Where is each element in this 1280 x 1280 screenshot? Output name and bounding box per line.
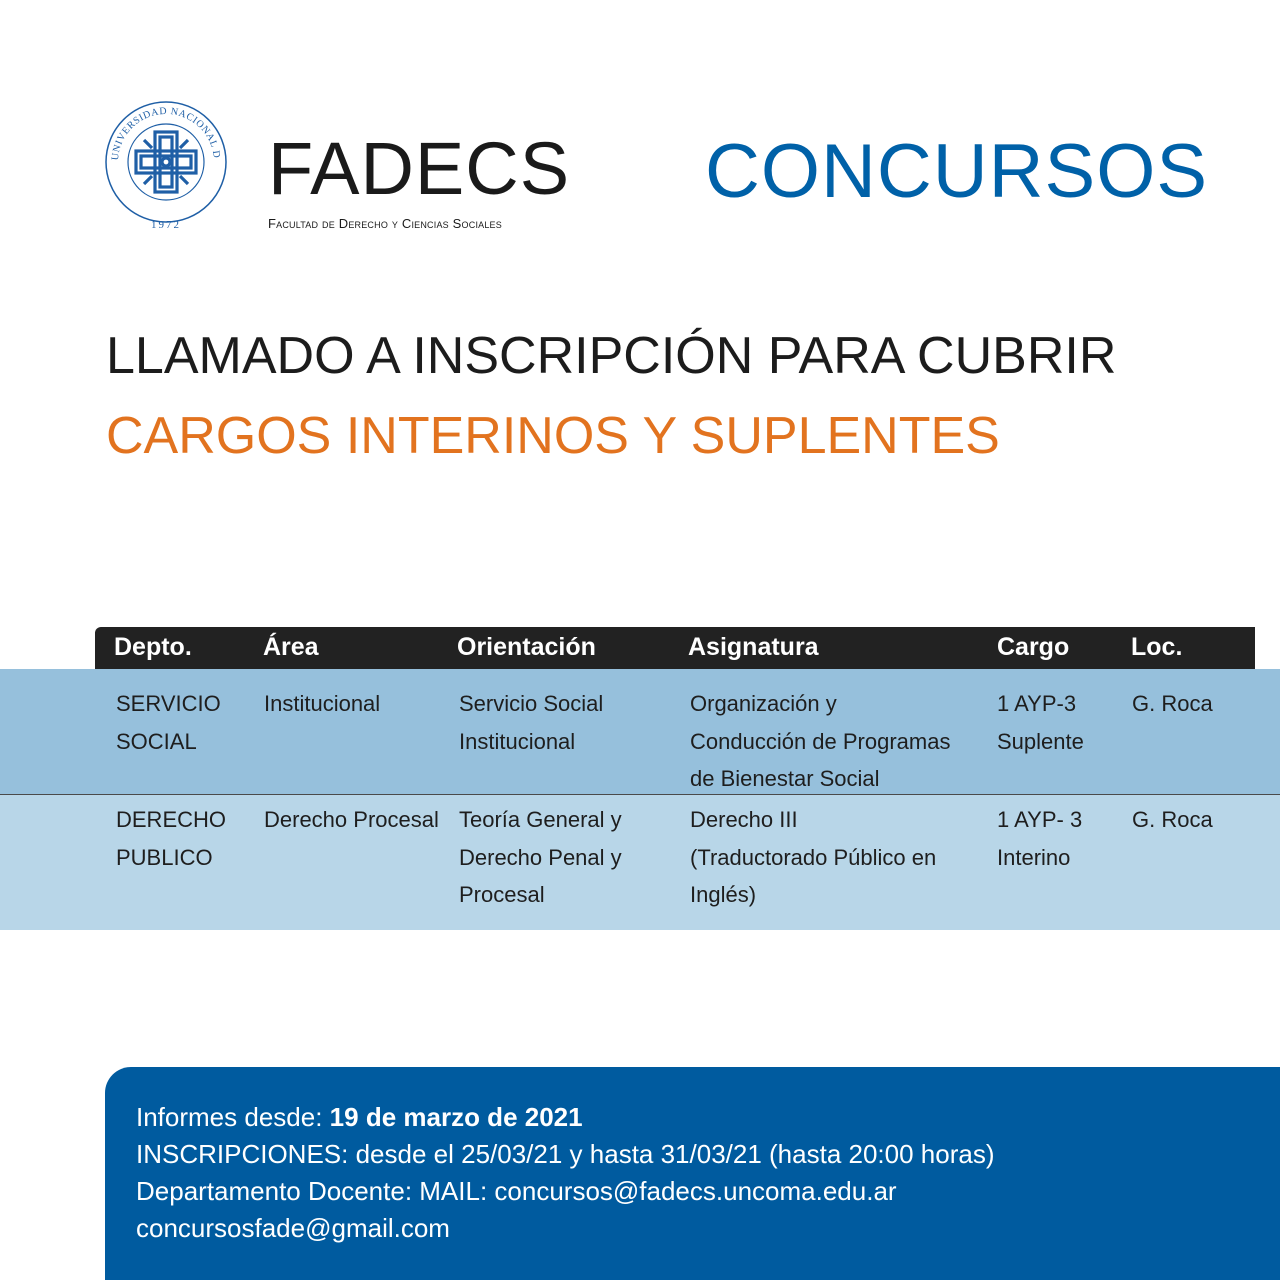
university-seal-logo xyxy=(104,100,228,234)
cell-orientacion: Servicio Social Institucional xyxy=(459,691,604,754)
table-row xyxy=(0,669,1280,794)
col-header-depto: Depto. xyxy=(114,633,192,661)
cell-cargo: 1 AYP- 3 Interino xyxy=(997,807,1083,870)
brand-name: FADECS xyxy=(268,127,571,210)
cell-depto: SERVICIO SOCIAL xyxy=(116,691,221,754)
svg-text:UNIVERSIDAD NACIONAL DEL COMAH: UNIVERSIDAD NACIONAL D xyxy=(109,105,222,161)
table-row xyxy=(0,794,1280,930)
seal-icon xyxy=(104,100,228,234)
info-panel xyxy=(105,1067,1280,1280)
inscripciones-line: INSCRIPCIONES: desde el 25/03/21 y hasta 31/03/21 (hasta 20:00 horas) xyxy=(136,1139,995,1169)
informes-line: Informes desde: 19 de marzo de 2021 xyxy=(136,1102,583,1132)
brand-subtitle: Facultad de Derecho y Ciencias Sociales xyxy=(268,216,502,231)
cell-loc: G. Roca xyxy=(1132,691,1213,716)
cell-area: Institucional xyxy=(264,691,381,716)
col-header-asignatura: Asignatura xyxy=(688,633,819,661)
cell-cargo: 1 AYP-3 Suplente xyxy=(997,691,1084,754)
headline-line-2: CARGOS INTERINOS Y SUPLENTES xyxy=(106,407,1000,465)
page-title: CONCURSOS xyxy=(705,129,1209,214)
cell-orientacion: Teoría General y Derecho Penal y Procesal xyxy=(459,807,622,907)
cell-loc: G. Roca xyxy=(1132,807,1213,832)
cell-area: Derecho Procesal xyxy=(264,807,439,832)
col-header-area: Área xyxy=(263,633,319,661)
seal-year: 1972 xyxy=(151,219,181,231)
email-secondary[interactable]: concursosfade@gmail.com xyxy=(136,1213,450,1243)
brand-block xyxy=(268,127,571,231)
col-header-cargo: Cargo xyxy=(997,633,1070,661)
cell-depto: DERECHO PUBLICO xyxy=(116,807,227,870)
cell-asignatura: Organización y Conducción de Programas de Bienestar Social xyxy=(690,691,951,791)
col-header-orientacion: Orientación xyxy=(457,633,596,661)
table-header xyxy=(95,627,1255,669)
headline-line-1: LLAMADO A INSCRIPCIÓN PARA CUBRIR xyxy=(106,327,1117,385)
informes-date: 19 de marzo de 2021 xyxy=(329,1102,583,1132)
cell-asignatura: Derecho III (Traductorado Público en Inglés) xyxy=(690,807,937,907)
departamento-mail-line[interactable]: Departamento Docente: MAIL: concursos@fadecs.uncoma.edu.ar xyxy=(136,1176,897,1206)
col-header-loc: Loc. xyxy=(1131,633,1183,661)
